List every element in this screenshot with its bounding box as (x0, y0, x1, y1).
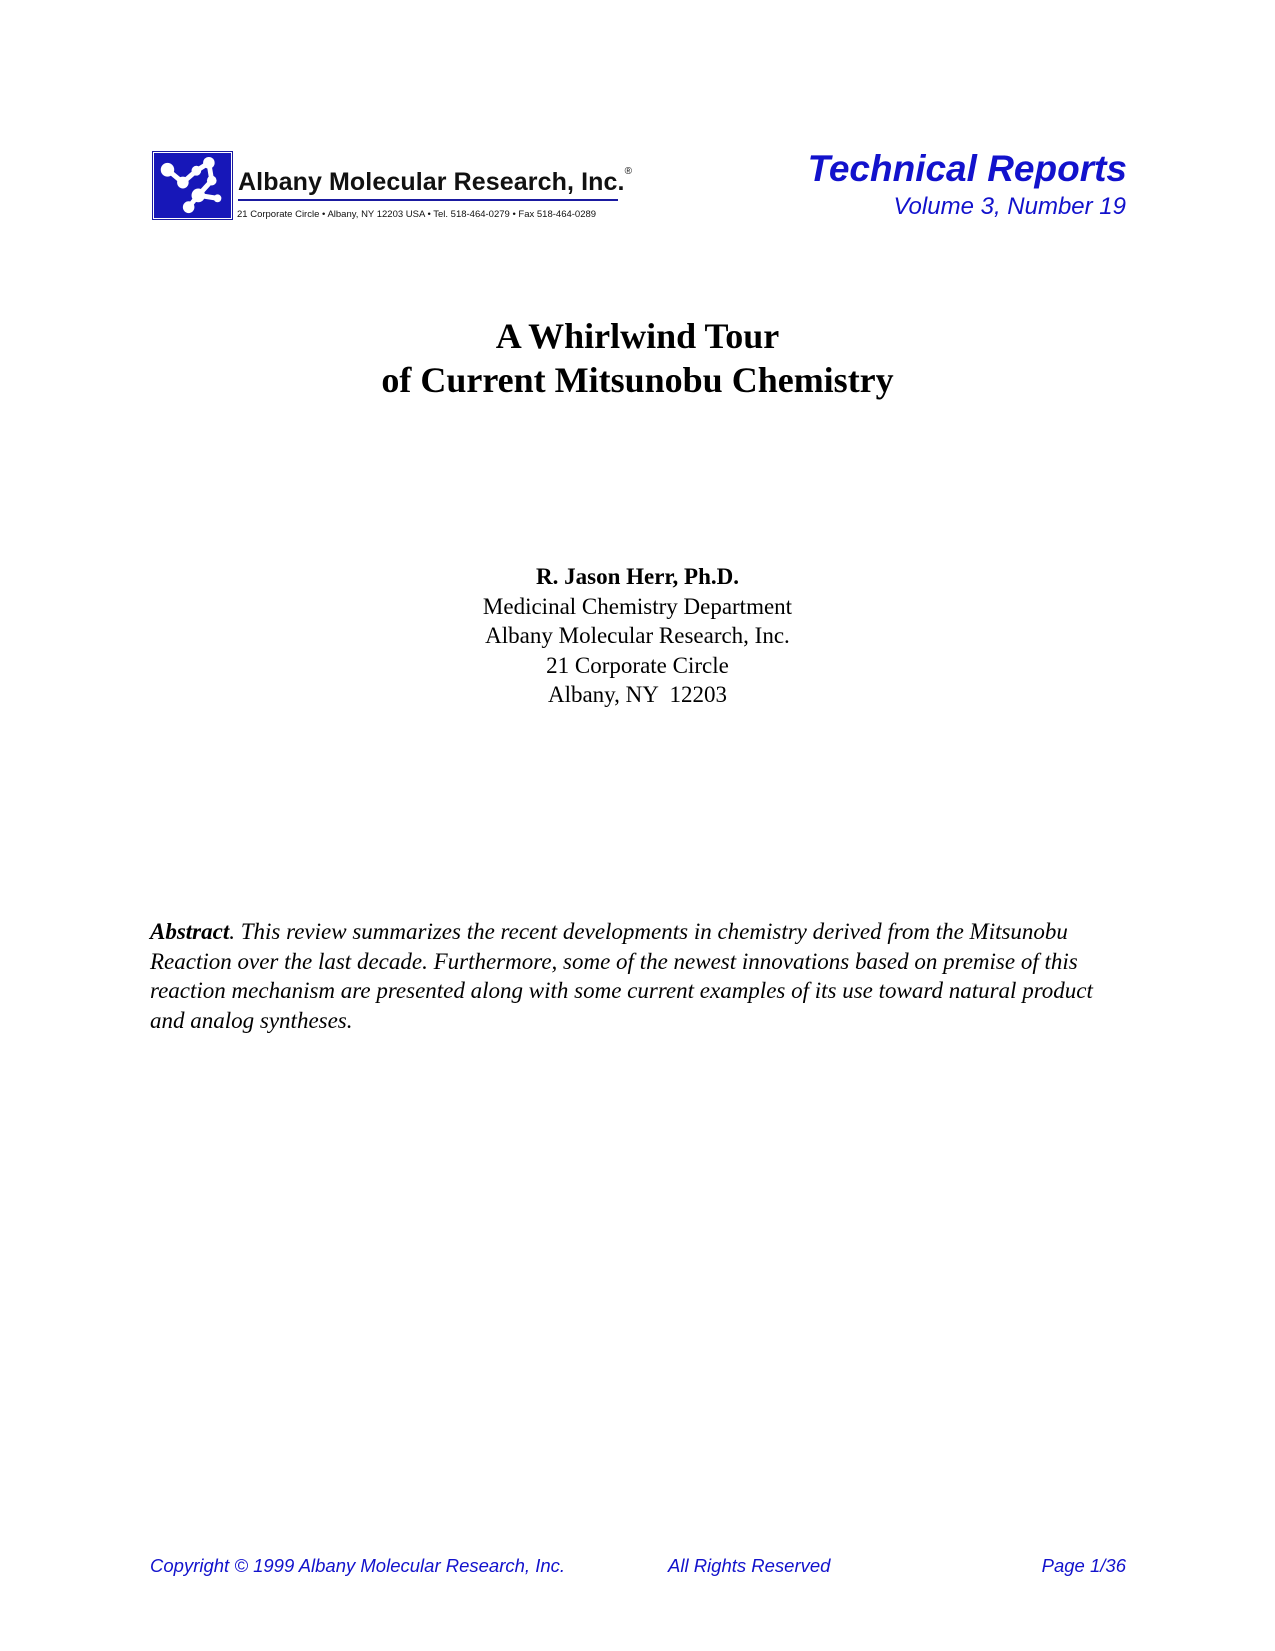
molecule-logo-icon (154, 153, 231, 218)
author-city: Albany, NY 12203 (547, 682, 728, 707)
series-title: Technical Reports (807, 148, 1127, 189)
author-department: Medicinal Chemistry Department (482, 593, 793, 619)
abstract (150, 917, 1130, 1035)
title-line-2: of Current Mitsunobu Chemistry (381, 360, 894, 400)
author-block (0, 562, 1275, 710)
logo-divider (238, 199, 618, 201)
company-address: 21 Corporate Circle • Albany, NY 12203 USA • Tel. 518-464-0279 • Fax 518-464-0289 (237, 209, 597, 220)
volume-number: Volume 3, Number 19 (893, 193, 1126, 220)
document-title (0, 314, 1275, 402)
title-line-1: A Whirlwind Tour (495, 316, 780, 356)
abstract-text: . This review summarizes the recent developments in chemistry derived from the Mitsunobu Reaction over the last decade. Furthermore, some of the newest innovations based on premise of this reaction mechanism are presented along with some current examples of its use toward natural product and analog syntheses. (150, 919, 1093, 1033)
footer-rights: All Rights Reserved (668, 1555, 831, 1576)
author-street: 21 Corporate Circle (546, 652, 729, 678)
company-name: Albany Molecular Research, Inc.® (238, 166, 633, 196)
abstract-label: Abstract (150, 919, 230, 944)
footer-page-number: Page 1/36 (1041, 1555, 1126, 1576)
author-name: R. Jason Herr, Ph.D. (536, 564, 739, 589)
company-logo (152, 151, 233, 220)
registered-mark: ® (624, 166, 633, 177)
footer-copyright: Copyright © 1999 Albany Molecular Research, Inc. (150, 1555, 566, 1576)
author-organization: Albany Molecular Research, Inc. (485, 623, 790, 648)
